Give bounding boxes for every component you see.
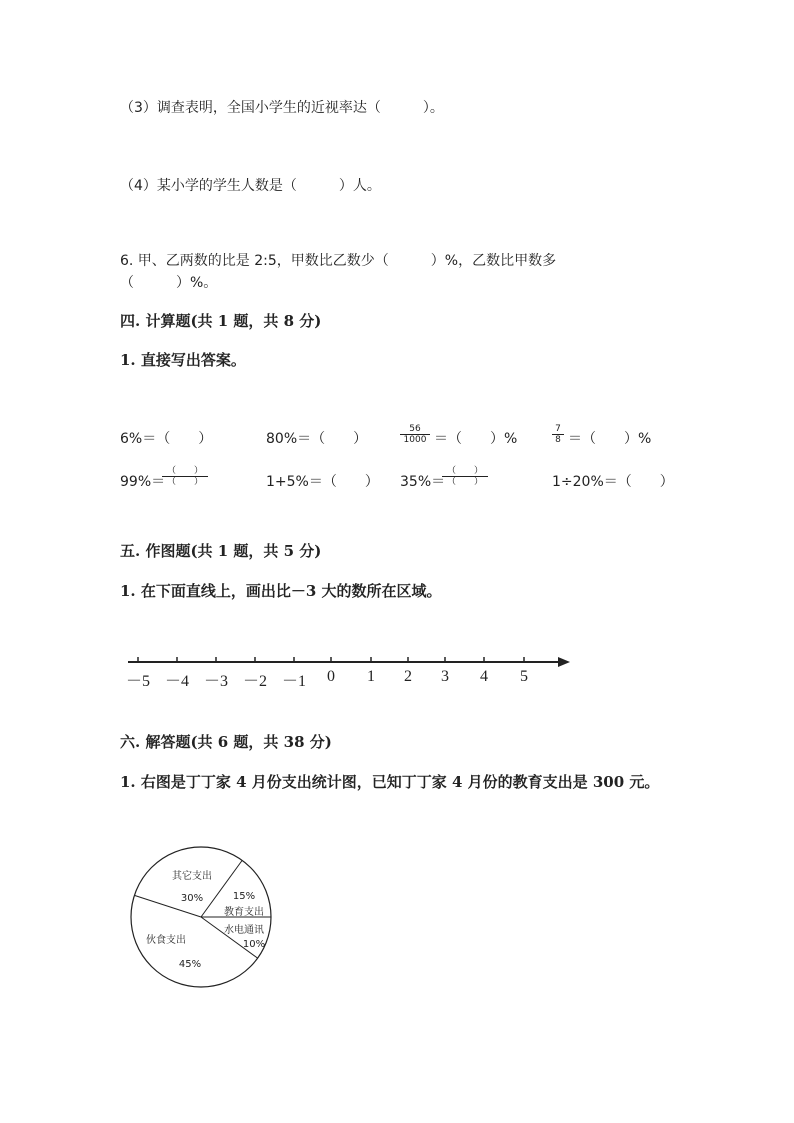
number-line-label: 5: [520, 668, 528, 685]
number-line-label: －1: [281, 673, 306, 690]
pie-slice-value: 45%: [178, 959, 202, 970]
fraction-56-1000: [400, 424, 430, 445]
q5-sub4-text: （4）某小学的学生人数是（ ）人。: [120, 178, 381, 194]
fraction-numerator: （ ）: [166, 466, 203, 476]
pie-slice-label: 伙食支出: [146, 935, 186, 946]
fraction-7-8: [552, 424, 564, 445]
section4-heading: 四. 计算题(共 1 题，共 8 分): [120, 312, 322, 330]
number-line-label: 0: [327, 668, 335, 685]
fraction-denominator: （ ）: [162, 476, 208, 487]
fraction-99-percent-blank: [162, 466, 208, 487]
pie-slice-label: 其它支出: [172, 871, 212, 882]
number-line-label: 4: [480, 668, 488, 685]
pie-slice-value: 30%: [180, 893, 204, 904]
fraction-denominator: 1000: [400, 434, 430, 445]
number-line-label: 3: [441, 668, 449, 685]
fraction-numerator: （ ）: [446, 466, 483, 476]
section5-heading: 五. 作图题(共 1 题，共 5 分): [120, 542, 322, 560]
number-line-label: －3: [203, 673, 228, 690]
fraction-numerator: 7: [555, 424, 561, 434]
fraction-denominator: （ ）: [442, 476, 488, 487]
pie-slice-label: 教育支出: [224, 907, 264, 918]
calc-1-div-20-percent: 1÷20%＝（ ）: [552, 474, 674, 490]
calc-35-percent-pre: 35%＝: [400, 474, 446, 490]
section6-heading: 六. 解答题(共 6 题，共 38 分): [120, 733, 332, 751]
section5-q1: 1. 在下面直线上，画出比－3 大的数所在区域。: [120, 582, 442, 600]
section4-q1: 1. 直接写出答案。: [120, 351, 246, 369]
pie-slice-label: 水电通讯: [224, 925, 264, 936]
calc-80-percent: 80%＝（ ）: [266, 431, 368, 447]
expense-pie-chart: [126, 845, 276, 990]
pie-slice-value: 10%: [242, 939, 266, 950]
number-line-label: 2: [404, 668, 412, 685]
fraction-denominator: 8: [552, 434, 564, 445]
number-line-arrow: [558, 657, 570, 667]
pie-slice-value: 15%: [232, 891, 256, 902]
q5-sub3-text: （3）调查表明，全国小学生的近视率达（ ）。: [120, 100, 444, 116]
fraction-35-percent-blank: [442, 466, 488, 487]
number-line-label: －4: [164, 673, 189, 690]
number-line-label: －2: [242, 673, 267, 690]
section6-q1: 1. 右图是丁丁家 4 月份支出统计图，已知丁丁家 4 月份的教育支出是 300 元。: [120, 773, 660, 791]
calc-7-8-rest: ＝（ ）%: [568, 431, 652, 447]
calc-99-percent-pre: 99%＝: [120, 474, 166, 490]
number-line-label: 1: [367, 668, 375, 685]
calc-1-plus-5-percent: 1+5%＝（ ）: [266, 474, 379, 490]
calc-6-percent: 6%＝（ ）: [120, 431, 213, 447]
fraction-numerator: 56: [409, 424, 421, 434]
q6-line1: 6. 甲、乙两数的比是 2:5，甲数比乙数少（ ）%，乙数比甲数多: [120, 253, 557, 269]
calc-56-1000-rest: ＝（ ）%: [434, 431, 518, 447]
q6-line2: （ ）%。: [120, 275, 218, 291]
number-line-label: －5: [125, 673, 150, 690]
